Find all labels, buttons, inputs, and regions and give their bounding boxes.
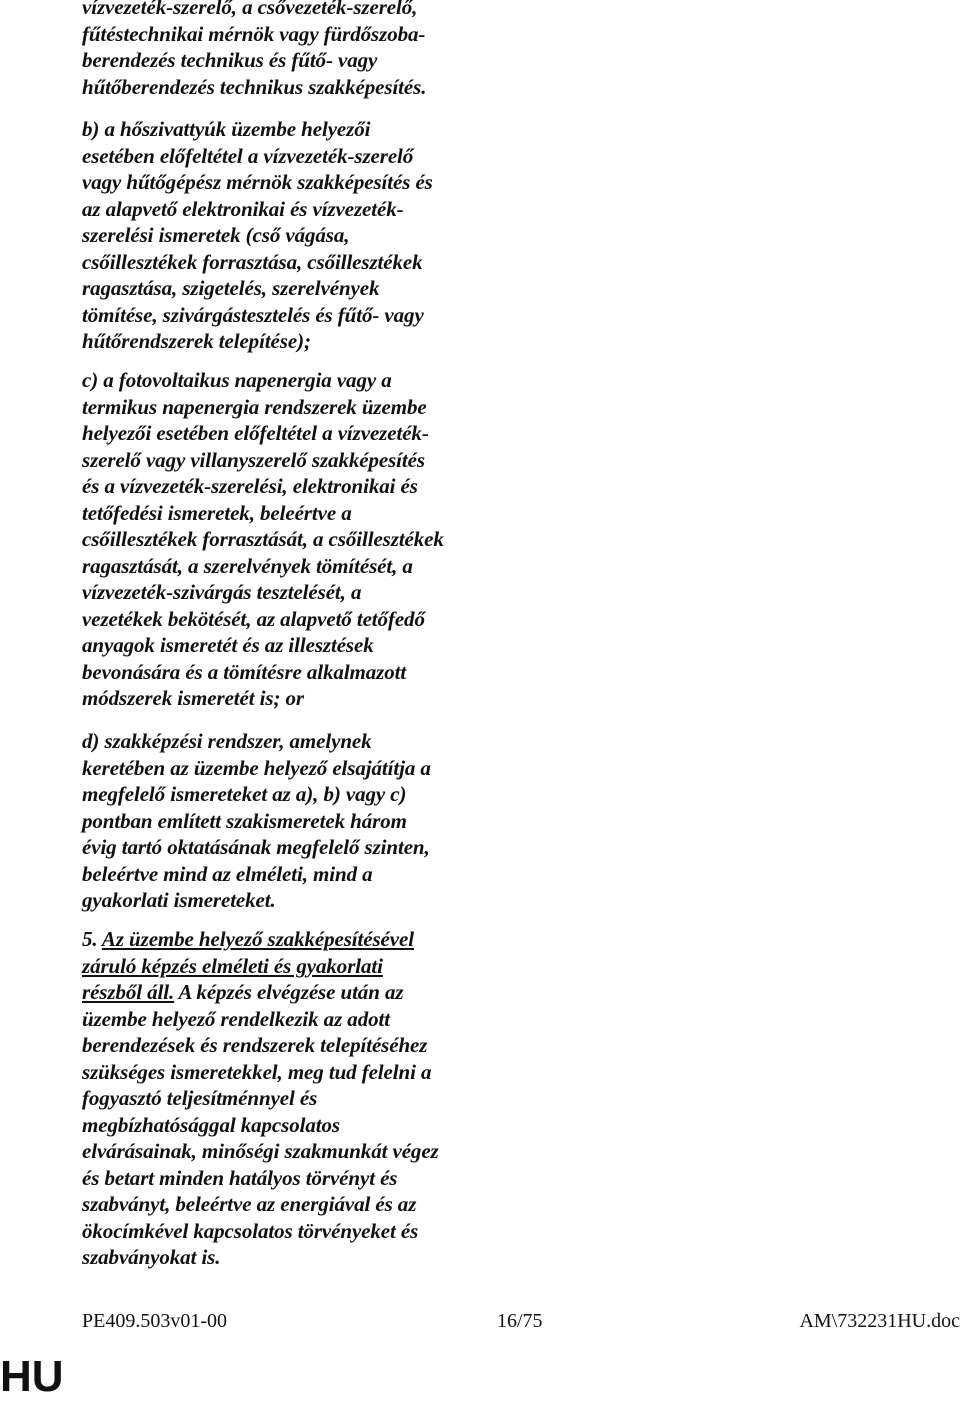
page-footer bbox=[82, 1310, 960, 1340]
text-line: b) a hőszivattyúk üzembe helyezői bbox=[82, 117, 371, 141]
text-line: ragasztását, a szerelvények tömítését, a bbox=[82, 553, 413, 578]
text-line: d) szakképzési rendszer, amelynek bbox=[82, 729, 372, 753]
text-line: anyagok ismeretét és az illesztések bbox=[82, 633, 374, 657]
underlined-text: Az üzembe helyező szakképesítésével bbox=[101, 927, 414, 951]
text-line: hűtőberendezés technikus szakképesítés. bbox=[82, 74, 427, 99]
underlined-text: záruló képzés elméleti és gyakorlati bbox=[82, 953, 383, 978]
text-line: beleértve mind az elméleti, mind a bbox=[82, 861, 373, 886]
text-line: vízvezeték-szerelő, a csővezeték-szerelő, bbox=[82, 0, 418, 19]
text-line: keretében az üzembe helyező elsajátítja a bbox=[82, 755, 431, 780]
text-line: berendezés technikus és fűtő- vagy bbox=[82, 48, 378, 72]
page-number: 16/75 bbox=[497, 1310, 543, 1332]
text-line: vezetékek bekötését, az alapvető tetőfedő bbox=[82, 606, 425, 631]
text-line: csőillesztékek forrasztását, a csőillesztékek bbox=[82, 527, 444, 551]
text-line: vízvezeték-szivárgás tesztelését, a bbox=[82, 580, 362, 604]
language-code: HU bbox=[0, 1352, 64, 1401]
text-line: szerelő vagy villanyszerelő szakképesítés bbox=[82, 447, 425, 472]
paragraph-item-b bbox=[82, 116, 433, 355]
text-line: ragasztása, szigetelés, szerelvények bbox=[82, 276, 380, 300]
text-line: pontban említett szakismeretek három bbox=[82, 808, 407, 833]
text-line: megbízhatósággal kapcsolatos bbox=[82, 1112, 340, 1137]
text-line: hűtőrendszerek telepítése); bbox=[82, 329, 311, 353]
text-line: berendezések és rendszerek telepítéséhez bbox=[82, 1033, 428, 1057]
text-line: módszerek ismeretét is; or bbox=[82, 686, 304, 710]
plain-text: A képzés elvégzése után az bbox=[174, 980, 404, 1004]
text-line: bevonására és a tömítésre alkalmazott bbox=[82, 659, 407, 684]
document-filename: AM\732231HU.doc bbox=[799, 1310, 960, 1332]
underlined-text: részből áll. bbox=[82, 980, 175, 1004]
text-line: c) a fotovoltaikus napenergia vagy a bbox=[82, 368, 392, 392]
text-line: gyakorlati ismereteket. bbox=[82, 888, 276, 912]
text-line: szabványokat is. bbox=[82, 1245, 221, 1269]
paragraph-point-5 bbox=[82, 926, 439, 1271]
text-line: fűtéstechnikai mérnök vagy fürdőszoba- bbox=[82, 21, 426, 46]
text-line: fogyasztó teljesítménnyel és bbox=[82, 1086, 318, 1110]
text-line: szerelési ismeretek (cső vágása, bbox=[82, 223, 350, 247]
point-number: 5. bbox=[82, 927, 102, 951]
text-line: esetében előfeltétel a vízvezeték-szerelő bbox=[82, 143, 414, 168]
text-line: az alapvető elektronikai és vízvezeték- bbox=[82, 196, 404, 221]
text-line: ökocímkével kapcsolatos törvényeket és bbox=[82, 1218, 419, 1243]
text-line bbox=[82, 926, 439, 953]
text-line: megfelelő ismereteket az a), b) vagy c) bbox=[82, 782, 407, 806]
text-line bbox=[82, 953, 439, 980]
paragraph-item-d bbox=[82, 728, 431, 914]
text-line: szabványt, beleértve az energiával és az bbox=[82, 1192, 417, 1216]
text-line: tömítése, szivárgástesztelés és fűtő- vagy bbox=[82, 302, 424, 327]
text-line: csőillesztékek forrasztása, csőillesztékek bbox=[82, 249, 423, 274]
paragraph-continuation bbox=[82, 0, 426, 100]
paragraph-item-c bbox=[82, 367, 444, 712]
text-line: üzembe helyező rendelkezik az adott bbox=[82, 1006, 390, 1031]
text-line: és a vízvezeték-szerelési, elektronikai és bbox=[82, 474, 418, 498]
text-line bbox=[82, 979, 439, 1006]
document-reference: PE409.503v01-00 bbox=[82, 1310, 227, 1332]
text-line: helyezői esetében előfeltétel a vízvezeték- bbox=[82, 421, 429, 445]
text-line: és betart minden hatályos törvényt és bbox=[82, 1165, 398, 1190]
text-line: évig tartó oktatásának megfelelő szinten, bbox=[82, 835, 430, 859]
text-line: elvárásainak, minőségi szakmunkát végez bbox=[82, 1139, 439, 1163]
text-line: tetőfedési ismeretek, beleértve a bbox=[82, 500, 352, 525]
text-line: termikus napenergia rendszerek üzembe bbox=[82, 394, 427, 419]
text-line: vagy hűtőgépész mérnök szakképesítés és bbox=[82, 170, 433, 194]
text-line: szükséges ismeretekkel, meg tud felelni a bbox=[82, 1059, 432, 1084]
